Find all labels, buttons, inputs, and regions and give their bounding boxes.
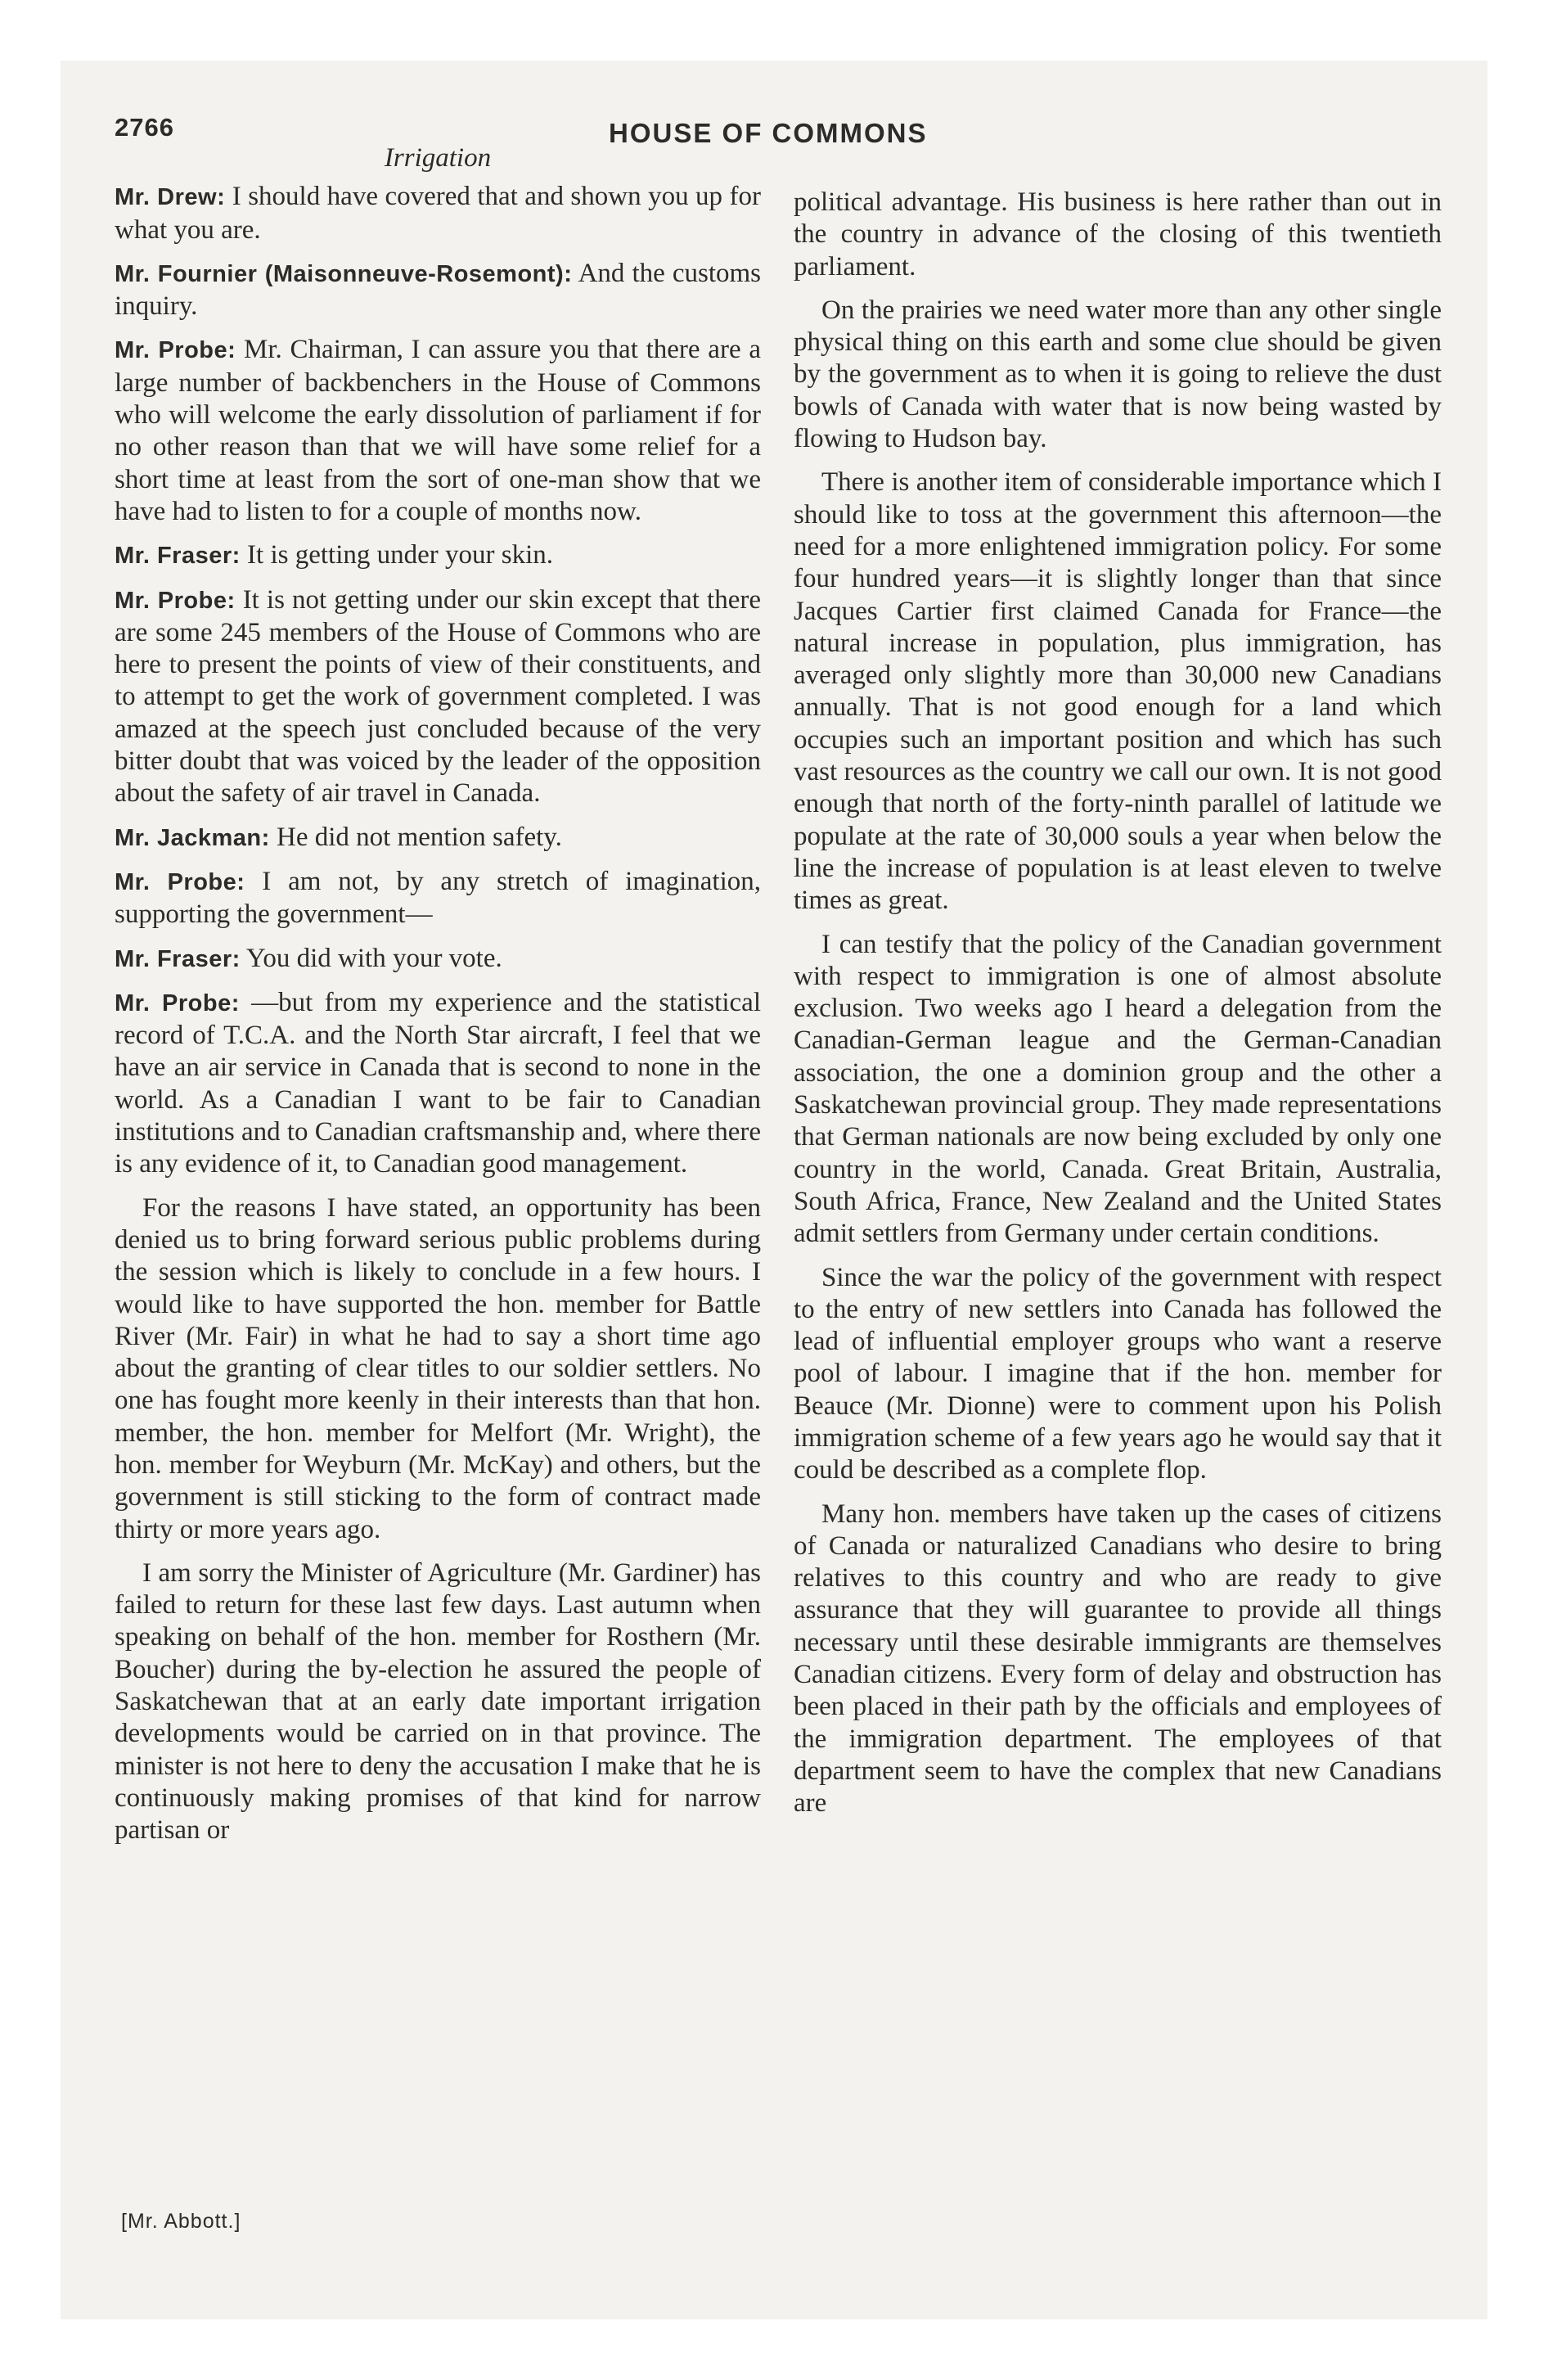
paragraph <box>115 822 761 854</box>
left-paragraphs <box>115 181 761 1846</box>
paragraph <box>115 1557 761 1847</box>
speaker-name: Mr. Probe: <box>115 868 245 895</box>
speaker-name: Mr. Jackman: <box>115 824 270 851</box>
section-title: Irrigation <box>384 143 492 173</box>
speaker-name: Mr. Fraser: <box>115 945 241 972</box>
paragraph <box>115 943 761 976</box>
paragraph-text: He did not mention safety. <box>269 822 562 852</box>
paragraph <box>115 181 761 246</box>
left-column <box>115 142 761 1859</box>
right-column <box>794 187 1442 1832</box>
speaker-name: Mr. Probe: <box>115 587 236 614</box>
paragraph-text: —but from my experience and the statistical record of T.C.A. and the North Star aircraft, I feel that we have an air service in Canada that is second to none in the world. As a Canadian I want to be fair to Canadian institutions and to Canadian craftsmanship and, where there is any evidence of it, to Canadian good management. <box>115 987 761 1179</box>
paragraph-text: Mr. Chairman, I can assure you that there are a large number of backbenchers in the House of Commons who will welcome the early dissolution of parliament if for no other reason than that we will have some relief for a short time at least from the sort of one-man show that we have had to listen to for a couple of months now. <box>115 335 761 526</box>
paragraph-text: It is not getting under our skin except that there are some 245 members of the House of Commons who are here to present the points of view of their constituents, and to attempt to get the work of government completed. I was amazed at the speech just concluded because of the very bitter doubt that was voiced by the leader of the opposition about the safety of air travel in Canada. <box>115 584 761 809</box>
footnote: [Mr. Abbott.] <box>121 2210 241 2233</box>
paragraph: political advantage. His business is here rather than out in the country in advance of the closing of this twentieth parliament. <box>794 187 1442 282</box>
paragraph-text: I should have covered that and shown you up for what you are. <box>115 182 762 245</box>
paragraph: There is another item of considerable importance which I should like to toss at the government this afternoon—the need for a more enlightened immigration policy. For some four hundred years—it is slightly longer than that since Jacques Cartier first claimed Canada for France—the natural increase in population, plus immigration, has averaged only slightly more than 30,000 new Canadians annually. That is not good enough for a land which occupies such an important position and which has such vast resources as the country we call our own. It is not good enough that north of the forty-ninth parallel of latitude we populate at the rate of 30,000 souls a year when below the line the increase of population is at least eleven to twelve times as great. <box>794 467 1442 916</box>
paragraph: Since the war the policy of the government with respect to the entry of new settlers into Canada has followed the lead of influential employer groups who want a reserve pool of labour. I imagine that if the hon. member for Beauce (Mr. Dionne) were to comment upon his Polish immigration scheme of a few years ago he would say that it could be described as a complete flop. <box>794 1262 1442 1485</box>
paragraph <box>115 584 761 810</box>
page-number: 2766 <box>115 113 174 142</box>
paragraph <box>115 258 761 323</box>
paragraph <box>115 866 761 931</box>
paragraph <box>115 987 761 1181</box>
paragraph-text: For the reasons I have stated, an opportunity has been denied us to bring forward serious public problems during the session which is likely to conclude in a few hours. I would like to have supported the hon. member for Battle River (Mr. Fair) in what he had to say a short time ago about the granting of clear titles to our soldier settlers. No one has fought more keenly in their interests than that hon. member, the hon. member for Melfort (Mr. Wright), the hon. member for Weyburn (Mr. McKay) and others, but the government is still sticking to the form of contract made thirty or more years ago. <box>115 1192 761 1544</box>
speaker-name: Mr. Fraser: <box>115 543 241 570</box>
paragraph-text: And the customs inquiry. <box>115 258 761 322</box>
speaker-name: Mr. Probe: <box>115 989 240 1016</box>
speaker-name: Mr. Drew: <box>115 184 226 211</box>
paragraph-text: I am sorry the Minister of Agriculture (Mr. Gardiner) has failed to return for these last few days. Last autumn when speaking on behalf of the hon. member for Rosthern (Mr. Boucher) during the by-election he assured the people of Saskatchewan that at an early date important irrigation developments would be carried on in that province. The minister is not here to deny the accusation I make that he is continuously making promises of that kind for narrow partisan or <box>115 1557 761 1846</box>
right-paragraphs <box>794 187 1442 1820</box>
paragraph <box>115 539 761 572</box>
paragraph <box>115 334 761 528</box>
running-head: HOUSE OF COMMONS <box>609 118 928 148</box>
paragraph-text: You did with your vote. <box>240 943 502 973</box>
paragraph: I can testify that the policy of the Canadian government with respect to immigration is one of almost absolute exclusion. Two weeks ago I heard a delegation from the Canadian-German league and the German-Canadian association, the one a dominion group and the other a Saskatchewan provincial group. They made representations that German nationals are now being excluded by only one country in the world, Canada. Great Britain, Australia, South Africa, France, New Zealand and the United States admit settlers from Germany under certain conditions. <box>794 929 1442 1249</box>
paragraph <box>115 1192 761 1546</box>
paragraph-text: It is getting under your skin. <box>240 540 554 570</box>
speaker-name: Mr. Probe: <box>115 337 236 364</box>
paragraph-text: I am not, by any stretch of imagination, supporting the government— <box>115 866 761 930</box>
paragraph: On the prairies we need water more than any other single physical thing on this earth and some clue should be given by the government as to when it is going to relieve the dust bowls of Canada with water that is now being wasted by flowing to Hudson bay. <box>794 295 1442 454</box>
paragraph: Many hon. members have taken up the cases of citizens of Canada or naturalized Canadians who desire to bring relatives to this country and who are ready to give assurance that they will guarantee to provide all things necessary until these desirable immigrants are themselves Canadian citizens. Every form of delay and obstruction has been placed in their path by the officials and employees of the immigration department. The employees of that department seem to have the complex that new Canadians are <box>794 1499 1442 1819</box>
speaker-name: Mr. Fournier (Maisonneuve-Rosemont): <box>115 260 573 287</box>
